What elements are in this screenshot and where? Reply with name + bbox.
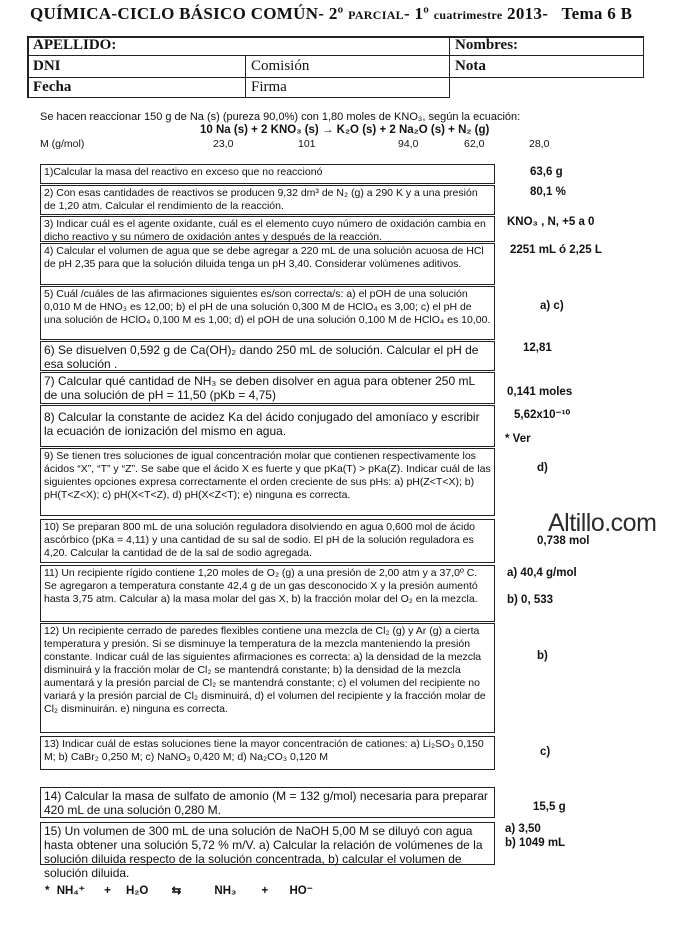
question-2 — [40, 185, 495, 215]
question-text: 7) Calcular qué cantidad de NH₃ se deben disolver en agua para obtener 250 mL de una solución de pH = 11,50 (pKb = 4,75) — [44, 374, 475, 402]
question-text: 10) Se preparan 800 mL de una solución reguladora disolviendo en agua 0,600 mol de ácido ascórbico (pKa = 4,11) y una cantidad de su sal de sodio. El pH de la solución reguladora es 4,20. Calcular la cantidad de de la sal de sodio agregada. — [44, 521, 475, 559]
question-text: 13) Indicar cuál de estas soluciones tiene la mayor concentración de cationes: a) Li₂SO₃ 0,150 M; b) CaBr₂ 0,250 M; c) NaNO₃ 0,420 M; d) Na₂CO₃ 0,120 M — [44, 738, 484, 763]
molar-mass-k2o: 94,0 — [398, 138, 419, 150]
question-10 — [40, 519, 495, 563]
comision-field[interactable]: Comisión — [251, 58, 310, 74]
answer-8-note: * Ver — [505, 433, 531, 445]
ionization-equation — [45, 883, 313, 897]
footnote-star: * — [45, 885, 50, 897]
molar-mass-na: 23,0 — [213, 138, 234, 150]
answer-5: a) c) — [540, 300, 564, 312]
question-4 — [40, 243, 495, 285]
answer-4: 2251 mL ó 2,25 L — [510, 244, 602, 256]
question-text: 3) Indicar cuál es el agente oxidante, cuál es el elemento cuyo número de oxidación cambia en dicho reactivo y su número de oxidación antes y después de la reacción. — [44, 218, 486, 243]
question-11 — [40, 565, 495, 622]
question-text: 14) Calcular la masa de sulfato de amonio (M = 132 g/mol) necesaria para preparar 420 mL de una solución 0,280 M. — [44, 789, 488, 817]
fecha-field[interactable]: Fecha — [33, 79, 72, 95]
question-6 — [40, 341, 495, 371]
question-3 — [40, 216, 495, 242]
question-text: 15) Un volumen de 300 mL de una solución de NaOH 5,00 M se diluyó con agua hasta obtener una solución 5,72 % m/V. a) Calcular la relación de volúmenes de la solución diluida respecto de la solución concentrada, b) calcular el volumen de solución diluida. — [44, 824, 483, 880]
plus-sign: + — [261, 885, 269, 897]
molar-mass-label: M (g/mol) — [40, 138, 85, 150]
question-text: 9) Se tienen tres soluciones de igual concentración molar que contienen respectivamente los ácidos “X”, “T” y “Z”. Se sabe que el ácido X es fuerte y que pKa(T) > pKa(Z). Indicar cuál de las siguientes opciones expresa correctamente el orden creciente de sus pHs: a) pH(Z<T<X); b) pH(T<Z<X); c) pH(X<T<Z), d) pH(X<Z<T); e) ninguna es correcta. — [44, 450, 491, 501]
question-8 — [40, 405, 495, 447]
problem-statement: Se hacen reaccionar 150 g de Na (s) (pureza 90,0%) con 1,80 moles de KNO₃, según la ecuación: — [40, 111, 521, 123]
question-13 — [40, 736, 495, 770]
question-text: 11) Un recipiente rígido contiene 1,20 moles de O₂ (g) a una presión de 2,00 atm y a 37,0º C. Se agregaron a temperatura constante 42,4 g de un gas desconocido X y la presión aumentó hasta 3,75 atm. Calcular a) la masa molar del gas X, b) la fracción molar del O₂ en la mezcla. — [44, 567, 478, 605]
answer-15a: a) 3,50 — [505, 823, 541, 835]
answer-6: 12,81 — [523, 342, 552, 354]
answer-8: 5,62x10⁻¹⁰ — [514, 409, 571, 421]
question-15 — [40, 822, 495, 880]
question-text: 2) Con esas cantidades de reactivos se producen 9,32 dm³ de N₂ (g) a 290 K y a una presión de 1,20 atm. Calcular el rendimiento de la reacción. — [44, 187, 478, 212]
exam-title: QUÍMICA-CICLO BÁSICO COMÚN- 2º PARCIAL- 1º cuatrimestre 2013- Tema 6 B — [30, 4, 633, 23]
answer-7: 0,141 moles — [507, 386, 573, 398]
hydroxide-ion: HO⁻ — [289, 885, 313, 897]
question-9 — [40, 448, 495, 516]
question-7 — [40, 372, 495, 404]
firma-field[interactable]: Firma — [251, 79, 287, 95]
question-text: 8) Calcular la constante de acidez Ka del ácido conjugado del amoníaco y escribir la ecuación de ionización del mismo en agua. — [44, 410, 480, 438]
molar-mass-na2o: 62,0 — [464, 138, 485, 150]
answer-14: 15,5 g — [533, 801, 566, 813]
equilibrium-arrow: ⇆ — [171, 885, 182, 897]
ammonium-ion: NH₄⁺ — [56, 885, 85, 897]
question-14 — [40, 787, 495, 818]
nota-field[interactable]: Nota — [455, 58, 486, 74]
water: H₂O — [125, 885, 149, 897]
apellido-field[interactable]: APELLIDO: — [33, 37, 117, 53]
molar-mass-n2: 28,0 — [529, 138, 550, 150]
nombres-field[interactable]: Nombres: — [455, 37, 519, 53]
answer-9: d) — [537, 462, 548, 474]
answer-11a: a) 40,4 g/mol — [507, 567, 577, 579]
answer-13: c) — [540, 746, 551, 758]
dni-field[interactable]: DNI — [33, 58, 61, 74]
question-12 — [40, 623, 495, 733]
reaction-equation: 10 Na (s) + 2 KNO₃ (s) → K₂O (s) + 2 Na₂O (s) + N₂ (g) — [200, 124, 490, 136]
question-text: 4) Calcular el volumen de agua que se debe agregar a 220 mL de una solución acuosa de HCl de pH 2,35 para que la solución diluida tenga un pH 3,40. Considerar volúmenes aditivos. — [44, 245, 484, 270]
answer-1: 63,6 g — [530, 166, 563, 178]
answer-12: b) — [537, 650, 548, 662]
question-text: 1)Calcular la masa del reactivo en exceso que no reaccionó — [44, 166, 323, 178]
answer-3: KNO₃ , N, +5 a 0 — [507, 216, 595, 228]
question-text: 5) Cuál /cuáles de las afirmaciones siguientes es/son correcta/s: a) el pOH de una solución 0,010 M de HNO₃ es 12,00; b) el pH de una solución 0,300 M de HClO₄ es 3,00; c) el pH de una solución de HClO₄ 0,100 M es 1,00; d) el pOH de una solución 0,100 M de HClO₄ es 10,00. — [44, 288, 491, 326]
question-1 — [40, 164, 495, 184]
answer-11b: b) 0, 533 — [507, 594, 554, 606]
question-5 — [40, 286, 495, 340]
question-text: 12) Un recipiente cerrado de paredes flexibles contiene una mezcla de Cl₂ (g) y Ar (g) a cierta temperatura y presión. Si se disminuye la temperatura de la mezcla manteniendo la presión constante. Indicar cuál de las siguientes afirmaciones es correcta: a) la densidad de la mezcla disminuirá y la fracción molar de Cl₂ se mantendrá constante; b) la densidad de la mezcla aumentará y la presión parcial de Cl₂ se mantendrá constante; c) el volumen del recipiente no variará y la presión parcial de Cl₂ disminuirá, d) el volumen del recipiente y la fracción molar de Cl₂ disminuirán. e) ninguna es correcta. — [44, 625, 486, 715]
plus-sign: + — [104, 885, 111, 897]
ammonia: NH₃ — [214, 885, 237, 897]
answer-15b: b) 1049 mL — [505, 837, 566, 849]
molar-mass-kno3: 101 — [298, 138, 316, 150]
question-text: 6) Se disuelven 0,592 g de Ca(OH)₂ dando 250 mL de solución. Calcular el pH de esa solución . — [44, 343, 479, 371]
answer-10: 0,738 mol — [537, 535, 590, 547]
answer-2: 80,1 % — [530, 186, 566, 198]
watermark-logo: Altillo.com — [548, 509, 657, 537]
